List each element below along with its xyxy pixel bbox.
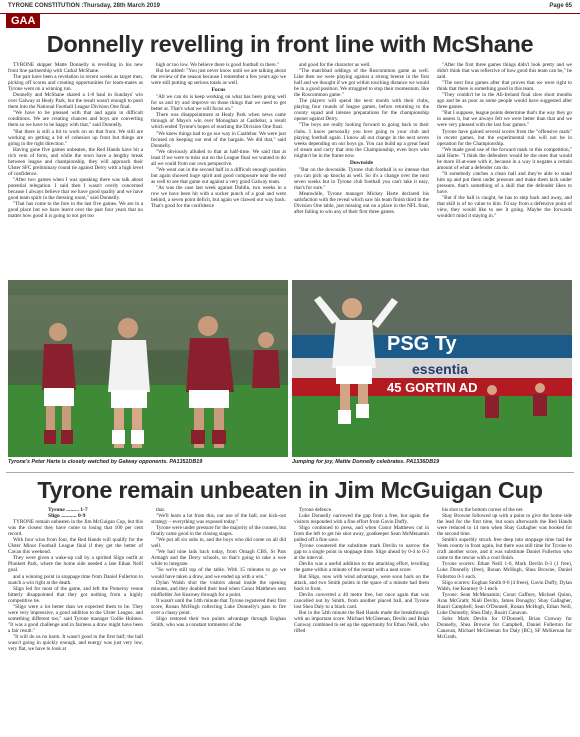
- paragraph: "Sligo were a lot better than we expected them to be. They were very impressive, a good addition to the Ulster League, and something different too," said Tyrone manager Gollie Holmes. "It was a good challenge and in fairness a draw might have been a fair result.": [8, 603, 143, 634]
- scoreline: Sligo ........... 0-9: [48, 513, 86, 520]
- subheading: Focus: [211, 87, 226, 94]
- paragraph: But he added: "You just never know until we are talking about the review of the season because I remember a few years ago we were still putting up serious totals as well.: [151, 68, 286, 87]
- paragraph: Shay Browne followed up with a point to give the home side the lead for the first time, but soon afterwards the Red Hands were reduced to 14 men when Shay Gallagher was booked for the second time.: [437, 513, 572, 538]
- paragraph: There was disappointment at Healy Park when news came through of Mayo's win over Monaghan at Castlebar, a result which ended Tyrone's hopes of reaching the Division One final.: [151, 112, 286, 131]
- paragraph: Meanwhile, Tyrone manager Mickey Harte declared his satisfaction with the reveal which saw his team finish third in the Division One table, just missing out on a place in the NFL final, after failing to win any of their first three games.: [294, 190, 429, 216]
- paragraph: But Sligo, now with wind advantage, were soon back on the attack, and two Smith points in the space of a minute had them back in front.: [294, 573, 429, 592]
- caption-photo1: Tyrone's Peter Harte is closely watched by Galway opponents. PA1351DB19: [8, 459, 203, 465]
- paragraph: Sligo led for most of the game, and left the Pomeroy venue bitterly disappointed that they got nothing from a highly competitive tie.: [8, 585, 143, 604]
- caption-photo2: Jumping for joy, Mattie Donnelly celebrates. PA1336DB19: [292, 459, 440, 465]
- photo-harte-galway: [8, 280, 288, 457]
- masthead: [8, 3, 572, 13]
- paragraph: "After the first three games things didn't look pretty and we didn't think that was reflective of how good this team can be," he said.: [437, 62, 572, 81]
- paragraph: "But if the ball is caught, he has to step back and away, and that skill is of no value to him. I'd say from a defensive point of view, they would like to see it going. Maybe the forwards wouldn't mind it staying in.": [437, 195, 572, 220]
- paragraph: Sligo restored their two points advantage through Eoghan Smith, who was a constant tormentor of the: [151, 615, 286, 628]
- paragraph: "The boys are really looking forward to going back to their clubs. I know personally you love going to your club and playing football again. I know all out change in the next seven weeks depending on our boys go. You can build up a great head of steam and carry that into the Championship, even boys who mightn't be in the frame now.: [294, 122, 429, 159]
- paragraph: "As was the case last week against Dublin, two weeks in a row we have been hit with a sucker punch of a goal and went behind, a seven point deficit, but again we clawed our way back. That's good for the confidence: [151, 184, 286, 210]
- headline-story1: Donnelly revelling in front line with McShane: [46, 31, 534, 57]
- photo-donnelly-jump: [292, 280, 572, 457]
- paragraph: Tyrone defence.: [299, 507, 333, 513]
- paragraph: Tyrone: Sean McMenamin; Conor Gaffney, Michael Quinn, Aran McGrath; Niall Devlin, James Donaghy; Shay Gallagher, Ruairi Campbell; Sean O'Donnell, Ronan McHugh, Ethan Neill, Luke Donnelly, Shea Daly, Ruairi Canavan.: [437, 591, 572, 616]
- paragraph: "It will do us no harm. It wasn't good in the first half; the ball wasn't going in quickly enough, and energy was just very low, very flat, we have to look at: [8, 633, 143, 653]
- scoreline: Tyrone ......... 1-7: [48, 507, 88, 513]
- story1-col-2: [151, 62, 286, 276]
- paragraph: Tyrone countered the substitute mark Devlin to narrow the gap to a single point in stoppage time. Sligo ahead by 0-4 to 0-3 at the interval.: [294, 543, 429, 562]
- paragraph: "They couldn't be in the All-Ireland final slow short months ago and be as poor as some people would have suggested after three games.: [437, 92, 572, 111]
- headline-story2: Tyrone remain unbeaten in Jim McGuigan Cup: [37, 477, 543, 503]
- paragraph: "The next four games after that proves that we were right to think that there is something good in this team.: [437, 80, 572, 93]
- paragraph: and good for the character as well.: [299, 62, 371, 68]
- paragraph: "The matchbad oddings of the Roscommon game as well. Like then we were playing against a strong breeze in the first half and we thought if we got within touching distance we would be in a good position. We struggled to stop their momentum, like the Roscommon game.": [294, 68, 429, 99]
- paragraph: "But I suppose, league points determine that's the way they go to assess it, but we always felt we were better than that and we were very pleased with the last four games.": [437, 110, 572, 129]
- story1-col-1: [8, 62, 143, 276]
- paragraph: Devlin was a useful addition to the attacking effort, levelling the game within a minute of the restart with a neat score.: [294, 561, 429, 574]
- paragraph: "So we're still top of the table. With 15 minutes to go we would have taken a draw, and we ended up with a win.": [151, 567, 286, 580]
- story1-columns: [8, 62, 572, 276]
- paragraph: They were given a wake-up call by a spirited Sligo outfit at Plunkett Park, where the home side needed a late Ethan Neill goal.: [8, 555, 143, 574]
- story2-col-1: [8, 507, 143, 733]
- paragraph: Dylan Walsh shot the visitors ahead inside the opening minutes, and they doubled their lead when Conor Matthews sent midfielder Joe Kearney through for a point.: [151, 579, 286, 598]
- paragraph: TYRONE remain unbeaten in the Jim McGuigan Cup, but this was the closest they have come to losing that 100 per cent record.: [8, 519, 143, 538]
- paragraph: high or too low. We believe there is good football in there.": [156, 62, 279, 68]
- story1-col-3: [294, 62, 429, 276]
- paragraph: Donnelly and McShane shared a 1-8 haul in Sundays' win over Galway at Healy Park, but the result wasn't enough to push them into the National Football League Division One final.: [8, 92, 143, 111]
- photo-harte-galway-image: [8, 280, 288, 457]
- subheading: Downside: [349, 159, 374, 166]
- paragraph: "After two games when I was speaking there was talk about potential relegation. I said then I wasn't overly concerned because I always believe that we have good quality and we have good team spirit in the dressing room," said Donnelly.: [8, 176, 143, 202]
- ad-board-mid: essentia: [412, 361, 469, 377]
- paragraph: The pair have been a revelation in recent weeks as target men, picking off scores and creating opportunities for team-mates as Tyrone went on a winning run.: [8, 74, 143, 93]
- paragraph: With four wins from four, the Red Hands will qualify for the Ulster Minor Football League final if they get the better of Cavan this weekend.: [8, 537, 143, 556]
- paragraph: "We have to be pleased with that and again in difficult conditions. We are creating chances and boys are converting them so we have to be happy with that," said Donnelly.: [8, 110, 143, 129]
- story1-col-4: [437, 62, 572, 276]
- paragraph: "We obviously alluded to that at half-time. We said that at least if we were to miss out on the League final we wanted to do all we could from our own perspective.: [151, 148, 286, 167]
- paragraph: "We put all six subs in, and the boys who did come on all did well.: [151, 537, 286, 550]
- divider: [6, 472, 574, 473]
- paragraph: Having gone five games unbeaten, the Red Hands have hit a rich vein of form, and while the town have a lengthy break between league and championship, they will approach their Ulster SFC preliminary round tie against Derry with a high level of confidence.: [8, 146, 143, 177]
- story2-col-2: [151, 507, 286, 733]
- paragraph: TYRONE skipper Matte Donnelly is revelling in his new front line partnership with Cathal McShane.: [8, 62, 143, 75]
- paragraph: "We had nine lads back today, from Omagh CBS, St Pats Armagh and the Derry schools, so that's going to take a wee while to integrate.: [151, 549, 286, 568]
- paragraph: Tyrone have gained several scores from the "offensive mark" in recent games, but the experimental rule will not be in operation for the Championship.: [437, 128, 572, 147]
- paragraph: The players will spend the next month with their clubs, playing four rounds of league games, before returning to the county squad and intense preparations for the championship opener against Derry.: [294, 98, 429, 123]
- paragraph: Subs: Mark Devlin for O'Donnell, Brian Conway for Donnelly, Shea Browne for Campbell, Daniel Fullerton for Canavan, Michael McGleenan for Daly (BC), SF McKernan for McGrath.: [437, 615, 572, 640]
- story2-col-4: [437, 507, 572, 733]
- section-bar: [0, 13, 580, 29]
- paragraph: Sligo scorers: Eoghan Smith 0-6 (4 frees), Gavin Duffy, Dylan Walsh, Joe Kearney 0-1 each.: [437, 579, 572, 592]
- paragraph: "It somebody catches a clean ball and they're able to stand him up and put them under pressure and make them kick under pressure, that's something of a skill that the defender likes to have.: [437, 170, 572, 195]
- paragraph: "We went out in the second half in a difficult enough position but again showed huge spirit and good composure near the end as well to see that game out against a very good Galway team.: [151, 166, 286, 185]
- paragraph: his shot to the bottom corner of the net.: [442, 507, 524, 513]
- paragraph: and a winning point in stoppage time from Daniel Fullerton to snatch a win right at the death.: [8, 573, 143, 586]
- paragraph: Tyrone scorers: Ethan Neill 1-0, Mark Devlin 0-3 (1 free), Luke Donnelly (free), Ronan McHugh, Shea Browne, Daniel Fullerton 0-1 each.: [437, 561, 572, 580]
- ad-board-top: PSG Ty: [387, 333, 457, 355]
- paragraph: "All we can do is keep working on what has been going well for us and try and improve on those things that we need to get better at. That's what we will focus on.": [151, 94, 286, 113]
- paragraph: It wasn't until the 14th minute that Tyrone registered their first score, Ronan McHugh collecting Luke Donnelly's pass to fire over a classy point.: [151, 597, 286, 616]
- paragraph: Devlin converted a 40 metre free, but once again that was cancelled out by Smith, from another placed ball, and Tyrone lost Shea Daly to a black card.: [294, 591, 429, 610]
- paragraph: "But on the downside. Tyrone club football is so intense that you can pick up knocks as well. So it's a change over the next seven weeks but in Tyrone club football you can't take it easy, that's for sure.": [294, 166, 429, 191]
- paragraph: that.: [156, 507, 166, 513]
- story2-columns: [8, 507, 572, 733]
- paragraph: "That has come to the fore in the last five games. We are in a good place but we have learnt over the past four years that no matter how good it is going to not get too: [8, 201, 143, 220]
- story2-col-3: [294, 507, 429, 733]
- ad-board-text: 45 GORTIN AD: [387, 380, 478, 395]
- paragraph: Sligo continued to press, and when Conor Matthews cut in from the left to get his shot away, goalkeeper Sean McMenamin pulled off a fine save.: [294, 525, 429, 544]
- section-tag: GAA: [6, 14, 40, 28]
- paragraph: "But there is still a bit to work on on that front. We still are working on getting a bit of cohesion up front but things are going in the right direction.": [8, 128, 143, 147]
- page-number: Page 65: [549, 3, 572, 9]
- paragraph: "We made good use of the forward mark in this competition," said Harte. "I think the defenders would be the ones that would be more ill-at-ease with it, because in a way it negates a certain amount of what a defender can do.: [437, 146, 572, 171]
- paragraph: Tyrone were under pressure for the majority of the contest, but finally came good in the closing stages.: [151, 525, 286, 538]
- paragraph: But in the 54th minute the Red Hands made the breakthrough with an important score. Michael McGleenan, Devlin and Brian Conway combined to set up the opportunity for Ethan Neill, who rifled: [294, 609, 429, 634]
- paragraph: Smith's superbly struck free deep into stoppage time had the Yeats county in front again, but there was still time for Tyrone to craft another score, and it was substitute Daniel Fullerton who came to the rescue with a cool finish.: [437, 537, 572, 562]
- paragraph: "We'll learn a lot from this, our use of the ball, our kick-out strategy – everything was exposed today.": [151, 513, 286, 526]
- paragraph: Luke Donnelly narrowed the gap from a free, but again the visitors responded with a fine effort from Gavin Duffy.: [294, 513, 429, 526]
- photo-donnelly-jump-image: [292, 280, 572, 457]
- masthead-date: TYRONE CONSTITUTION :Thursday, 28th March 2019: [8, 3, 160, 9]
- paragraph: "We knew things had to go our way in Castlebar. We were just focused on keeping our end of the bargain. We did that," said Donnelly.: [151, 130, 286, 149]
